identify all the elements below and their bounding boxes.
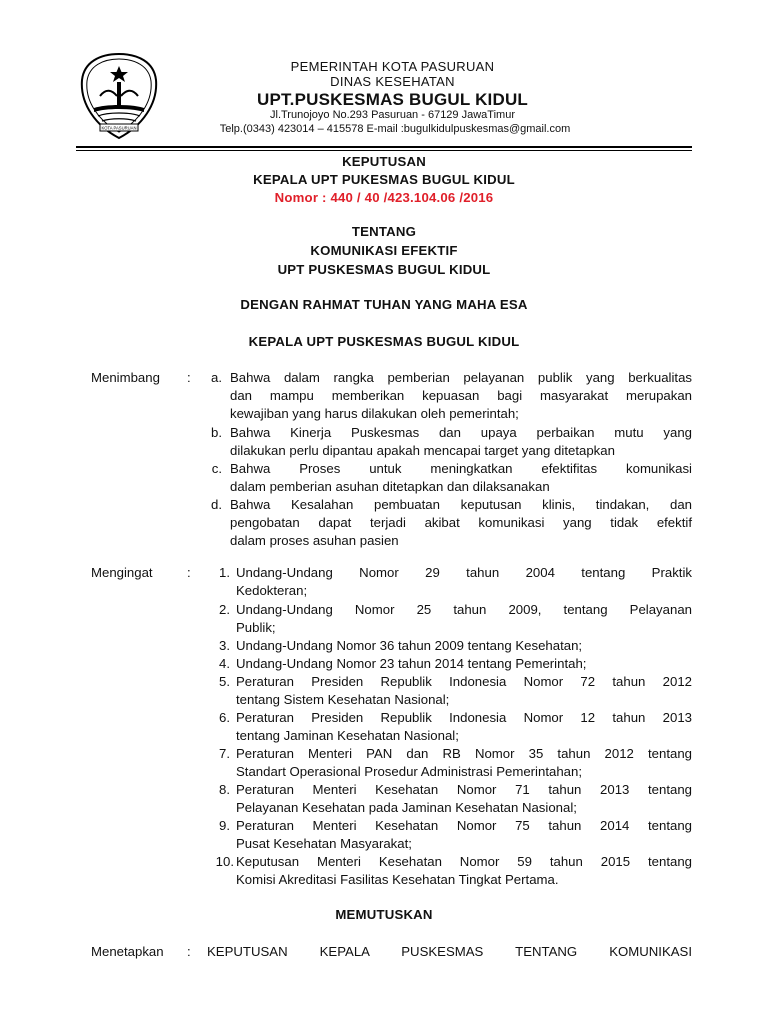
mengingat-label: Mengingat: [91, 565, 153, 580]
menimbang-line: dilakukan perlu dipantau apakah mencapai target yang ditetapkan: [230, 443, 615, 458]
menimbang-line: dalam proses asuhan pasien: [230, 533, 399, 548]
letterhead-government: PEMERINTAH KOTA PASURUAN: [290, 59, 495, 74]
city-emblem-logo: [78, 52, 160, 140]
mengingat-mark: 8.: [219, 782, 230, 797]
letterhead-institution: UPT.PUSKESMAS BUGUL KIDUL: [256, 90, 529, 109]
mengingat-line: Kedokteran;: [236, 583, 308, 598]
mengingat-line: Peraturan Presiden Republik Indonesia Nomor 12 tahun 2013: [236, 710, 692, 725]
issuer-line: KEPALA UPT PUSKESMAS BUGUL KIDUL: [248, 334, 520, 349]
about-heading: TENTANG: [351, 224, 417, 239]
mengingat-line: Undang-Undang Nomor 36 tahun 2009 tentang Kesehatan;: [236, 638, 583, 653]
memutuskan-heading: MEMUTUSKAN: [335, 907, 433, 922]
letterhead-divider-thick: [76, 146, 692, 148]
mengingat-line: Peraturan Presiden Republik Indonesia Nomor 72 tahun 2012: [236, 674, 692, 689]
decree-subject: KOMUNIKASI EFEKTIF: [310, 243, 458, 258]
letterhead-divider-thin: [76, 150, 692, 151]
mengingat-line: Standart Operasional Prosedur Administrasi Pemerintahan;: [236, 764, 582, 779]
mengingat-mark: 7.: [219, 746, 230, 761]
mengingat-mark: 10.: [215, 854, 234, 869]
logo-ribbon-text: KOTA PASURUAN: [101, 125, 137, 131]
decree-unit: UPT PUSKESMAS BUGUL KIDUL: [277, 262, 491, 277]
mengingat-line: Undang-Undang Nomor 23 tahun 2014 tentang Pemerintah;: [236, 656, 587, 671]
letterhead-address: Jl.Trunojoyo No.293 Pasuruan - 67129 JawaTimur: [270, 109, 515, 121]
mengingat-mark: 1.: [219, 565, 230, 580]
mengingat-line: Keputusan Menteri Kesehatan Nomor 59 tahun 2015 tentang: [236, 854, 692, 869]
menimbang-line: dalam pemberian asuhan ditetapkan dan dilaksanakan: [230, 479, 550, 494]
letterhead-contact: Telp.(0343) 423014 – 415578 E-mail :bugulkidulpuskesmas@gmail.com: [219, 123, 571, 135]
mengingat-colon: :: [187, 565, 191, 580]
menetapkan-label: Menetapkan: [91, 944, 164, 959]
mengingat-line: Publik;: [236, 620, 276, 635]
mengingat-line: Pelayanan Kesehatan pada Jaminan Kesehatan Nasional;: [236, 800, 577, 815]
menimbang-mark: b.: [211, 425, 222, 440]
mengingat-mark: 6.: [219, 710, 230, 725]
decree-number: Nomor : 440 / 40 /423.104.06 /2016: [274, 190, 494, 205]
mengingat-mark: 3.: [219, 638, 230, 653]
menimbang-line: Bahwa dalam rangka pemberian pelayanan publik yang berkualitas: [230, 370, 692, 385]
mengingat-line: Peraturan Menteri Kesehatan Nomor 71 tahun 2013 tentang: [236, 782, 692, 797]
menimbang-line: Bahwa Proses untuk meningkatkan efektifitas komunikasi: [230, 461, 692, 476]
mengingat-line: tentang Jaminan Kesehatan Nasional;: [236, 728, 459, 743]
menetapkan-text: KEPUTUSAN KEPALA PUSKESMAS TENTANG KOMUNIKASI: [207, 944, 692, 959]
decree-issuer: KEPALA UPT PUKESMAS BUGUL KIDUL: [253, 172, 515, 187]
mengingat-mark: 4.: [219, 656, 230, 671]
letterhead-department: DINAS KESEHATAN: [330, 74, 455, 89]
menetapkan-colon: :: [187, 944, 191, 959]
mengingat-mark: 2.: [219, 602, 230, 617]
mengingat-line: Undang-Undang Nomor 29 tahun 2004 tentang Praktik: [236, 565, 692, 580]
mengingat-mark: 5.: [219, 674, 230, 689]
decree-heading: KEPUTUSAN: [342, 154, 426, 169]
menimbang-colon: :: [187, 370, 191, 385]
menimbang-mark: a.: [211, 370, 222, 385]
menimbang-mark: c.: [211, 461, 222, 476]
menimbang-mark: d.: [211, 497, 222, 512]
menimbang-line: Bahwa Kinerja Puskesmas dan upaya perbaikan mutu yang: [230, 425, 692, 440]
mengingat-line: tentang Sistem Kesehatan Nasional;: [236, 692, 450, 707]
menimbang-label: Menimbang: [91, 370, 160, 385]
mengingat-line: Komisi Akreditasi Fasilitas Kesehatan Tingkat Pertama.: [236, 872, 559, 887]
menimbang-line: kewajiban yang harus dilakukan oleh pemerintah;: [230, 406, 519, 421]
blessing-line: DENGAN RAHMAT TUHAN YANG MAHA ESA: [240, 297, 528, 312]
menimbang-line: pengobatan dapat terjadi akibat komunikasi yang tidak efektif: [230, 515, 692, 530]
mengingat-line: Peraturan Menteri PAN dan RB Nomor 35 tahun 2012 tentang: [236, 746, 692, 761]
mengingat-line: Peraturan Menteri Kesehatan Nomor 75 tahun 2014 tentang: [236, 818, 692, 833]
mengingat-line: Pusat Kesehatan Masyarakat;: [236, 836, 412, 851]
mengingat-mark: 9.: [219, 818, 230, 833]
mengingat-line: Undang-Undang Nomor 25 tahun 2009, tentang Pelayanan: [236, 602, 692, 617]
menimbang-line: Bahwa Kesalahan pembuatan keputusan klinis, tindakan, dan: [230, 497, 692, 512]
menimbang-line: dan mampu memberikan kepuasan bagi masyarakat merupakan: [230, 388, 692, 403]
